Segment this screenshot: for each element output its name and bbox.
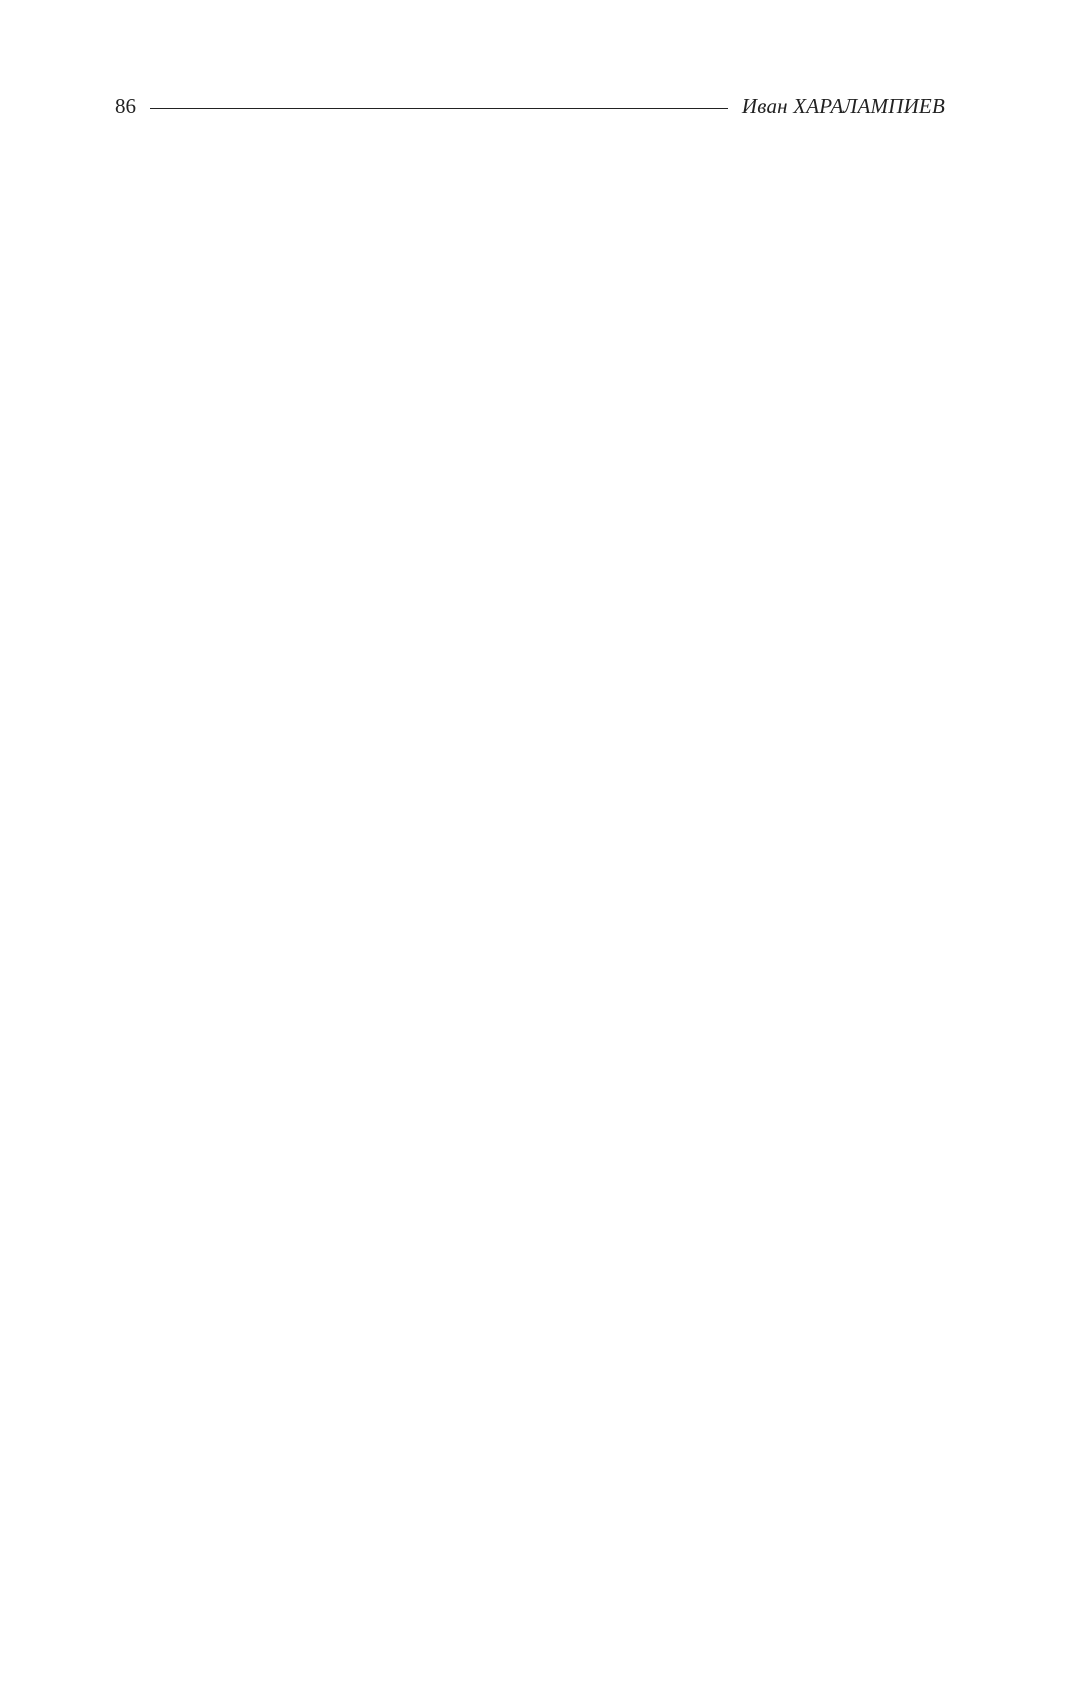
header-author: Иван ХАРАЛАМПИЕВ: [741, 93, 945, 118]
text-line-19: [117, 920, 947, 963]
text-line-14: [117, 705, 947, 748]
text-line-7: [117, 404, 947, 447]
text-line-18: [117, 877, 947, 920]
running-header: [115, 86, 945, 126]
text-line-1: [117, 146, 947, 189]
text-line-27: [117, 1264, 947, 1307]
text-line-9: [117, 490, 947, 533]
body-text: [117, 146, 947, 1436]
text-line-17: [117, 834, 947, 877]
text-line-16: [117, 791, 947, 834]
text-line-30: [117, 1393, 947, 1436]
text-line-12: [117, 619, 947, 662]
text-line-2: [117, 189, 947, 232]
text-line-6: [117, 361, 947, 404]
text-line-23: [117, 1092, 947, 1135]
page-number: 86: [115, 93, 136, 118]
text-line-20: [117, 963, 947, 1006]
text-line-11: [117, 576, 947, 619]
text-line-8: [117, 447, 947, 490]
text-line-13: [117, 662, 947, 705]
text-line-29: [117, 1350, 947, 1393]
header-rule: [150, 108, 728, 109]
text-line-10: [117, 533, 947, 576]
text-line-5: [117, 318, 947, 361]
text-line-25: [117, 1178, 947, 1221]
text-line-21: [117, 1006, 947, 1049]
text-line-24: [117, 1135, 947, 1178]
text-line-3: [117, 232, 947, 275]
text-line-4: [117, 275, 947, 318]
text-line-28: [117, 1307, 947, 1350]
text-line-22: [117, 1049, 947, 1092]
text-line-26: [117, 1221, 947, 1264]
text-line-15: [117, 748, 947, 791]
